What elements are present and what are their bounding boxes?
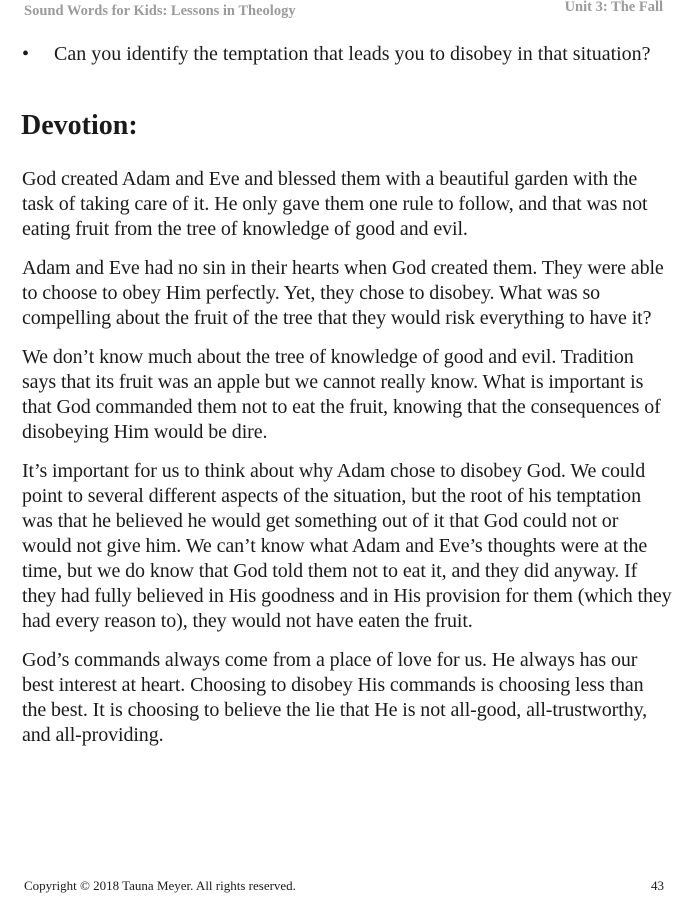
bullet-text: Can you identify the temptation that leads you to disobey in that situation?	[54, 43, 651, 65]
question-bullet-list	[22, 42, 662, 67]
devotion-body	[22, 167, 672, 762]
list-item	[22, 42, 662, 67]
paragraph: It’s important for us to think about why Adam chose to disobey God. We could point to several different aspects of the situation, but the root of his temptation was that he believed he would get something out of it that God could not or would not give him. We can’t know what Adam and Eve’s thoughts were at the time, but we do know that God told them not to eat it, and they did anyway. If they had fully believed in His goodness and in His provision for them (which they had every reason to), they would not have eaten the fruit.	[22, 460, 672, 632]
bullet-icon: •	[22, 43, 30, 65]
paragraph: God created Adam and Eve and blessed them with a beautiful garden with the task of taking care of it. He only gave them one rule to follow, and that was not eating fruit from the tree of knowledge of good and evil.	[22, 168, 648, 240]
paragraph: God’s commands always come from a place of love for us. He always has our best interest at heart. Choosing to disobey His commands is choosing less than the best. It is choosing to believe the lie that He is not all-good, all-trustworthy, and all-providing.	[22, 649, 648, 746]
devotion-heading: Devotion:	[21, 110, 138, 141]
page-number: 43	[651, 878, 664, 893]
paragraph: Adam and Eve had no sin in their hearts when God created them. They were able to choose to obey Him perfectly. Yet, they chose to disobey. What was so compelling about the fruit of the tree that they would risk everything to have it?	[22, 257, 664, 329]
footer-copyright: Copyright © 2018 Tauna Meyer. All rights reserved.	[24, 878, 296, 893]
running-header-book-title: Sound Words for Kids: Lessons in Theology	[24, 3, 296, 19]
paragraph: We don’t know much about the tree of knowledge of good and evil. Tradition says that its fruit was an apple but we cannot really know. What is important is that God commanded them not to eat the fruit, knowing that the consequences of disobeying Him would be dire.	[22, 346, 661, 443]
running-header-unit: Unit 3: The Fall	[564, 0, 663, 15]
